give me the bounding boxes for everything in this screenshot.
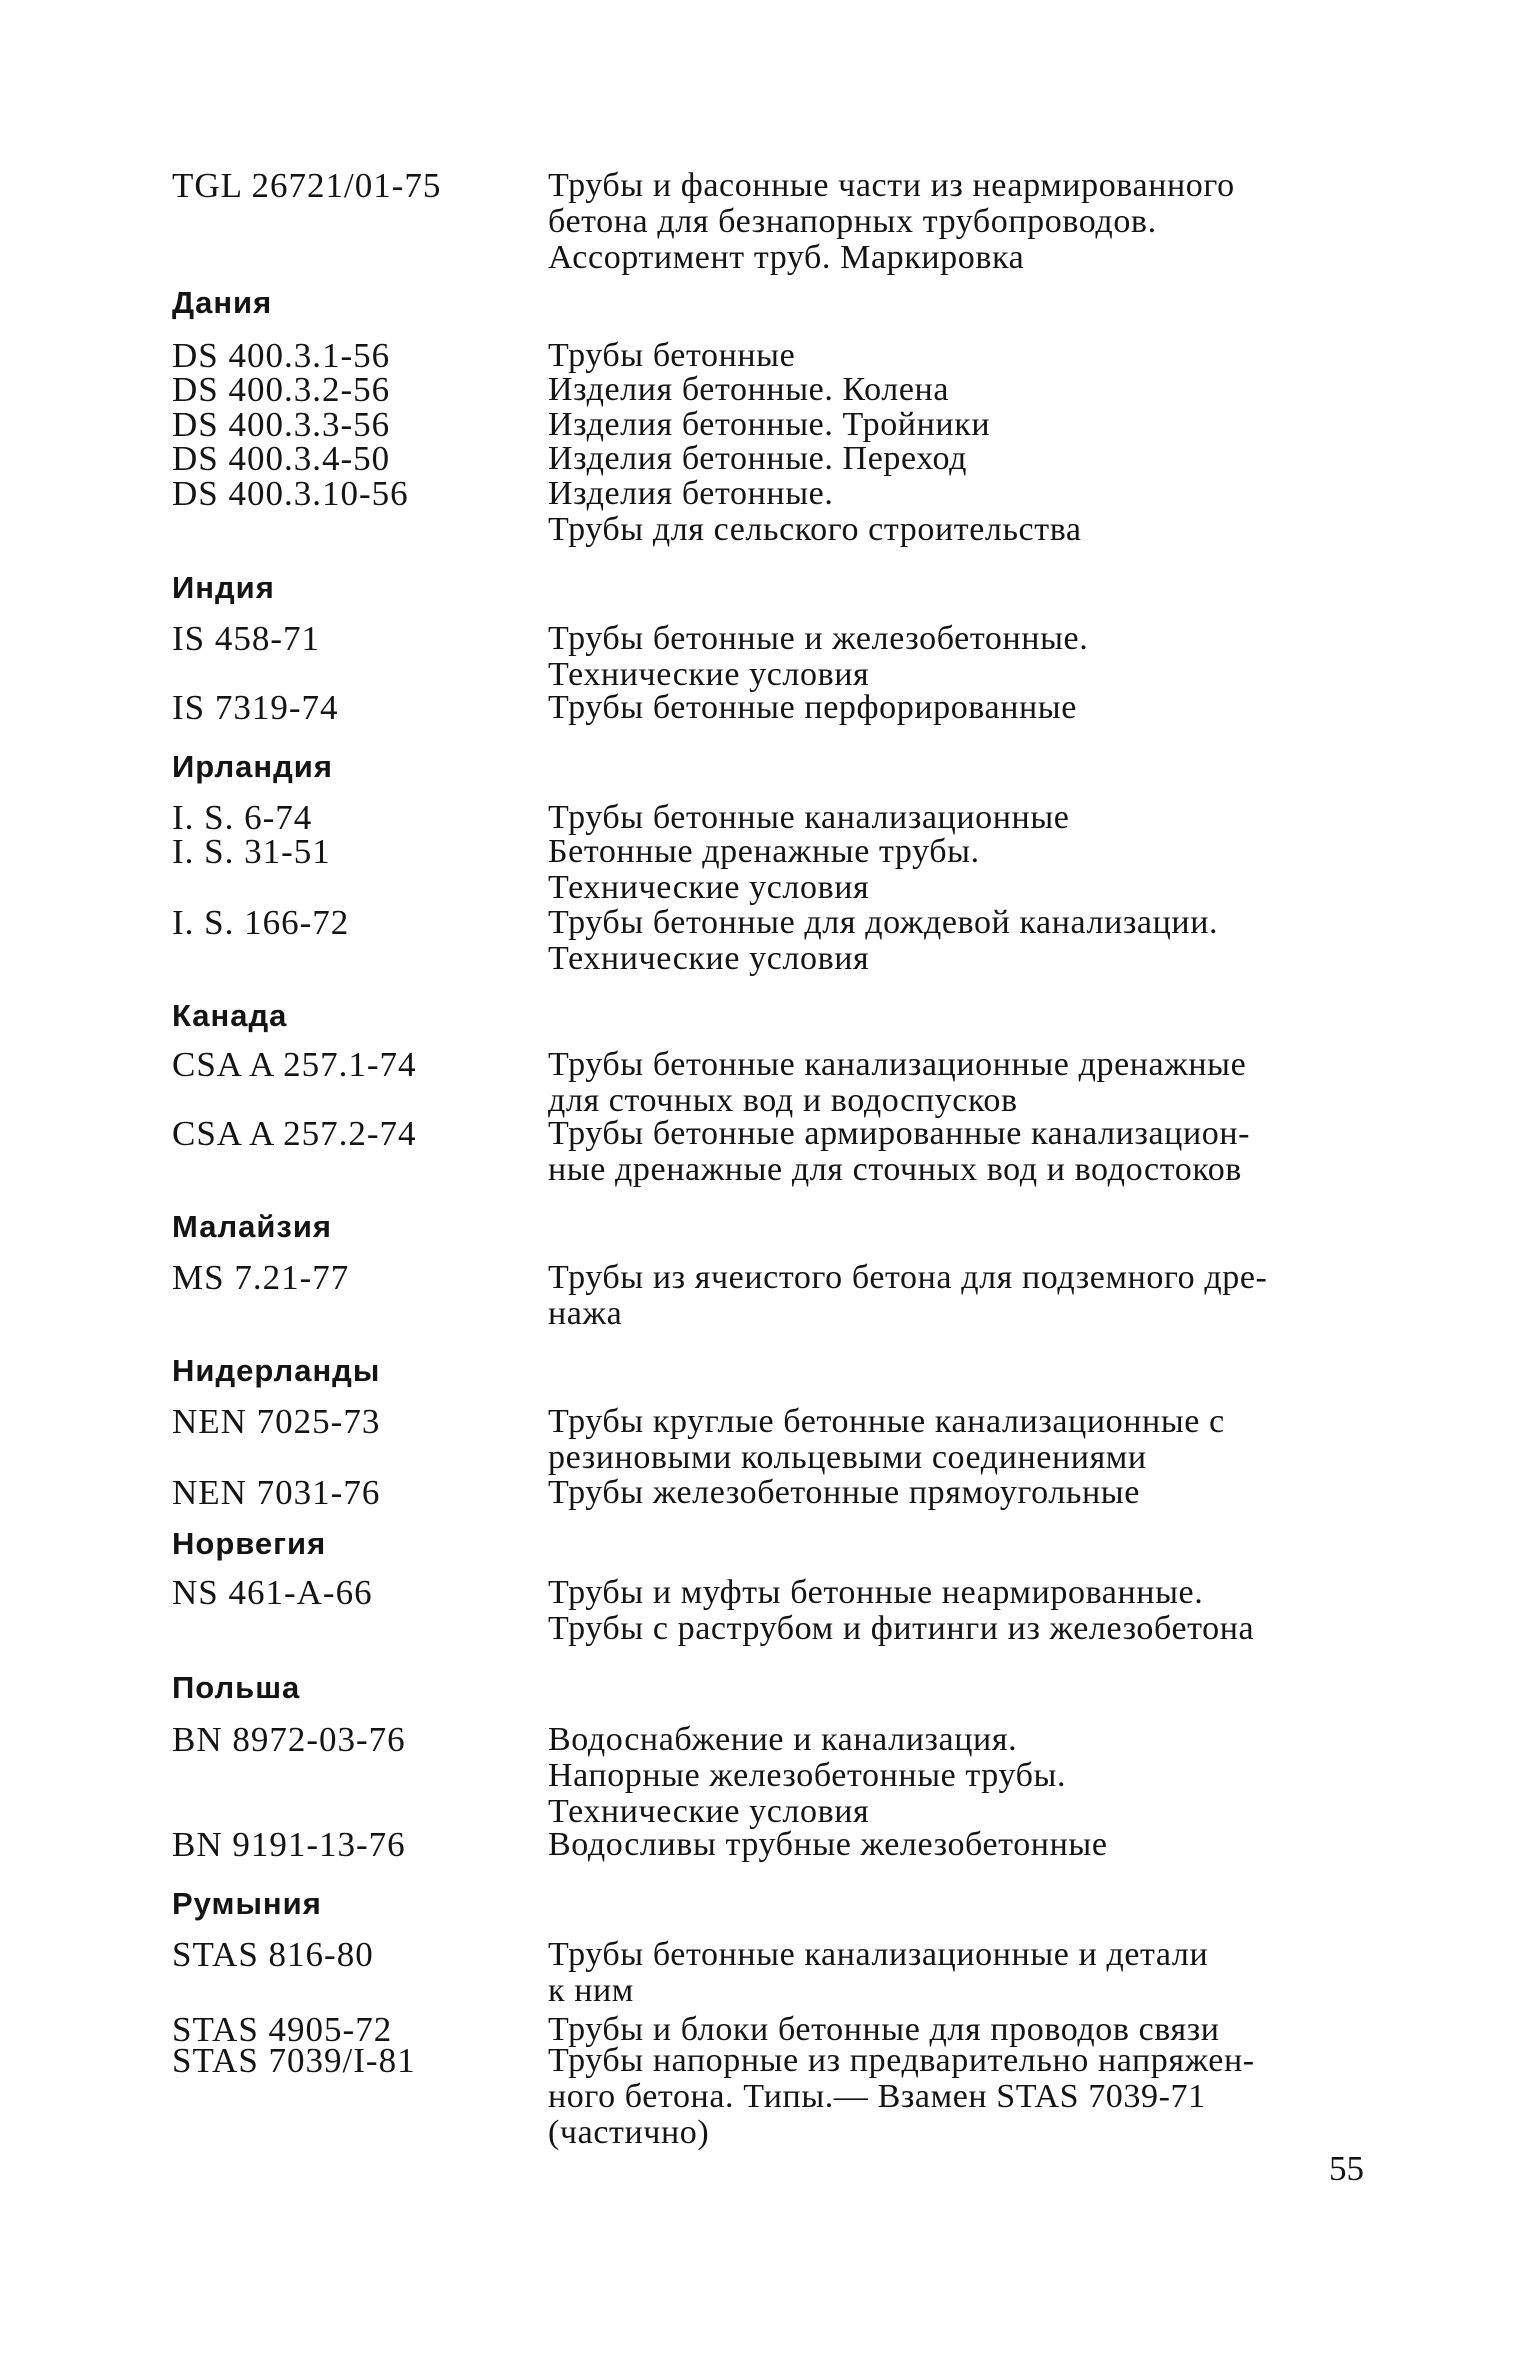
standard-code: BN 8972-03-76 [172, 1720, 406, 1759]
description-line: Трубы для сельского строительства [548, 511, 1082, 548]
description-line: Технические условия [548, 1793, 870, 1830]
standard-code: BN 9191-13-76 [172, 1825, 406, 1864]
standard-code: CSA A 257.1-74 [172, 1045, 417, 1084]
description-line: Изделия бетонные. Переход [548, 440, 968, 477]
standard-code: I. S. 166-72 [172, 903, 350, 942]
standard-code: NEN 7025-73 [172, 1402, 381, 1441]
description-line: нажа [548, 1295, 623, 1332]
description-line: ные дренажные для сточных вод и водостоков [548, 1151, 1242, 1188]
standard-description [548, 905, 1360, 977]
description-line: Технические условия [548, 940, 870, 977]
standard-description [548, 407, 1360, 443]
country-heading: Ирландия [172, 749, 333, 784]
page-number: 55 [1329, 2149, 1364, 2188]
standard-code: STAS 816-80 [172, 1935, 374, 1974]
standard-code: DS 400.3.2-56 [172, 370, 391, 409]
description-line: Ассортимент труб. Маркировка [548, 239, 1025, 276]
standard-description [548, 1575, 1360, 1647]
country-heading: Индия [172, 570, 275, 605]
standard-code: IS 458-71 [172, 619, 321, 658]
standard-code: MS 7.21-77 [172, 1258, 350, 1297]
description-line: Трубы бетонные перфорированные [548, 689, 1077, 726]
country-heading: Польша [172, 1670, 301, 1705]
description-line: Трубы бетонные для дождевой канализации. [548, 904, 1219, 941]
country-heading: Норвегия [172, 1526, 327, 1561]
standard-code: NEN 7031-76 [172, 1473, 381, 1512]
standard-code: STAS 4905-72 [172, 2010, 393, 2049]
country-heading: Канада [172, 998, 288, 1033]
description-line: Изделия бетонные. [548, 475, 834, 512]
description-line: Трубы бетонные канализационные [548, 799, 1070, 836]
standard-description [548, 834, 1360, 906]
standard-code: DS 400.3.1-56 [172, 336, 391, 375]
description-line: Трубы из ячеистого бетона для подземного дре- [548, 1259, 1268, 1296]
description-line: Трубы и фасонные части из неармированного [548, 167, 1235, 204]
standard-description [548, 476, 1360, 548]
standard-code: I. S. 31-51 [172, 832, 331, 871]
description-line: (частично) [548, 2114, 710, 2151]
standard-description [548, 621, 1360, 693]
description-line: Бетонные дренажные трубы. [548, 833, 980, 870]
standard-code: NS 461-A-66 [172, 1573, 373, 1612]
standard-code: DS 400.3.3-56 [172, 405, 391, 444]
description-line: Технические условия [548, 656, 870, 693]
description-line: Трубы бетонные канализационные и детали [548, 1936, 1209, 1973]
description-line: Изделия бетонные. Тройники [548, 406, 991, 443]
description-line: к ним [548, 1972, 634, 2009]
standard-description [548, 1827, 1360, 1863]
standard-description [548, 1047, 1360, 1119]
standard-description [548, 1404, 1360, 1476]
description-line: Трубы бетонные армированные канализацион- [548, 1115, 1251, 1152]
standard-code: I. S. 6-74 [172, 798, 313, 837]
standard-description [548, 2043, 1360, 2151]
description-line: Изделия бетонные. Колена [548, 371, 950, 408]
description-line: ного бетона. Типы.— Взамен STAS 7039-71 [548, 2078, 1206, 2115]
standard-code: STAS 7039/I-81 [172, 2041, 416, 2080]
standard-code: TGL 26721/01-75 [172, 166, 442, 205]
description-line: Водосливы трубные железобетонные [548, 1826, 1108, 1863]
description-line: Трубы и муфты бетонные неармированные. [548, 1574, 1204, 1611]
standard-description [548, 441, 1360, 477]
standard-description [548, 1722, 1360, 1830]
standard-description [548, 338, 1360, 374]
description-line: Трубы железобетонные прямоугольные [548, 1474, 1140, 1511]
description-line: Трубы круглые бетонные канализационные с [548, 1403, 1225, 1440]
description-line: Трубы бетонные и железобетонные. [548, 620, 1089, 657]
country-heading: Малайзия [172, 1209, 332, 1244]
country-heading: Дания [172, 285, 273, 320]
description-line: Водоснабжение и канализация. [548, 1721, 1018, 1758]
description-line: Трубы с раструбом и фитинги из железобетона [548, 1610, 1255, 1647]
standard-code: DS 400.3.4-50 [172, 439, 391, 478]
standard-description [548, 1116, 1360, 1188]
standard-code: IS 7319-74 [172, 688, 339, 727]
standard-description [548, 800, 1360, 836]
description-line: Трубы и блоки бетонные для проводов связи [548, 2011, 1220, 2048]
description-line: резиновыми кольцевыми соединениями [548, 1439, 1147, 1476]
description-line: Напорные железобетонные трубы. [548, 1757, 1067, 1794]
standard-description [548, 1260, 1360, 1332]
standard-description [548, 168, 1360, 276]
description-line: Трубы бетонные [548, 337, 796, 374]
description-line: Трубы напорные из предварительно напряжен- [548, 2042, 1255, 2079]
description-line: Трубы бетонные канализационные дренажные [548, 1046, 1247, 1083]
standard-code: DS 400.3.10-56 [172, 474, 409, 513]
description-line: для сточных вод и водоспусков [548, 1082, 1018, 1119]
description-line: бетона для безнапорных трубопроводов. [548, 203, 1157, 240]
description-line: Технические условия [548, 869, 870, 906]
standard-description [548, 1475, 1360, 1511]
standard-description [548, 372, 1360, 408]
standard-description [548, 1937, 1360, 2009]
standard-code: CSA A 257.2-74 [172, 1114, 417, 1153]
standard-description [548, 690, 1360, 726]
country-heading: Нидерланды [172, 1353, 381, 1388]
country-heading: Румыния [172, 1886, 322, 1921]
